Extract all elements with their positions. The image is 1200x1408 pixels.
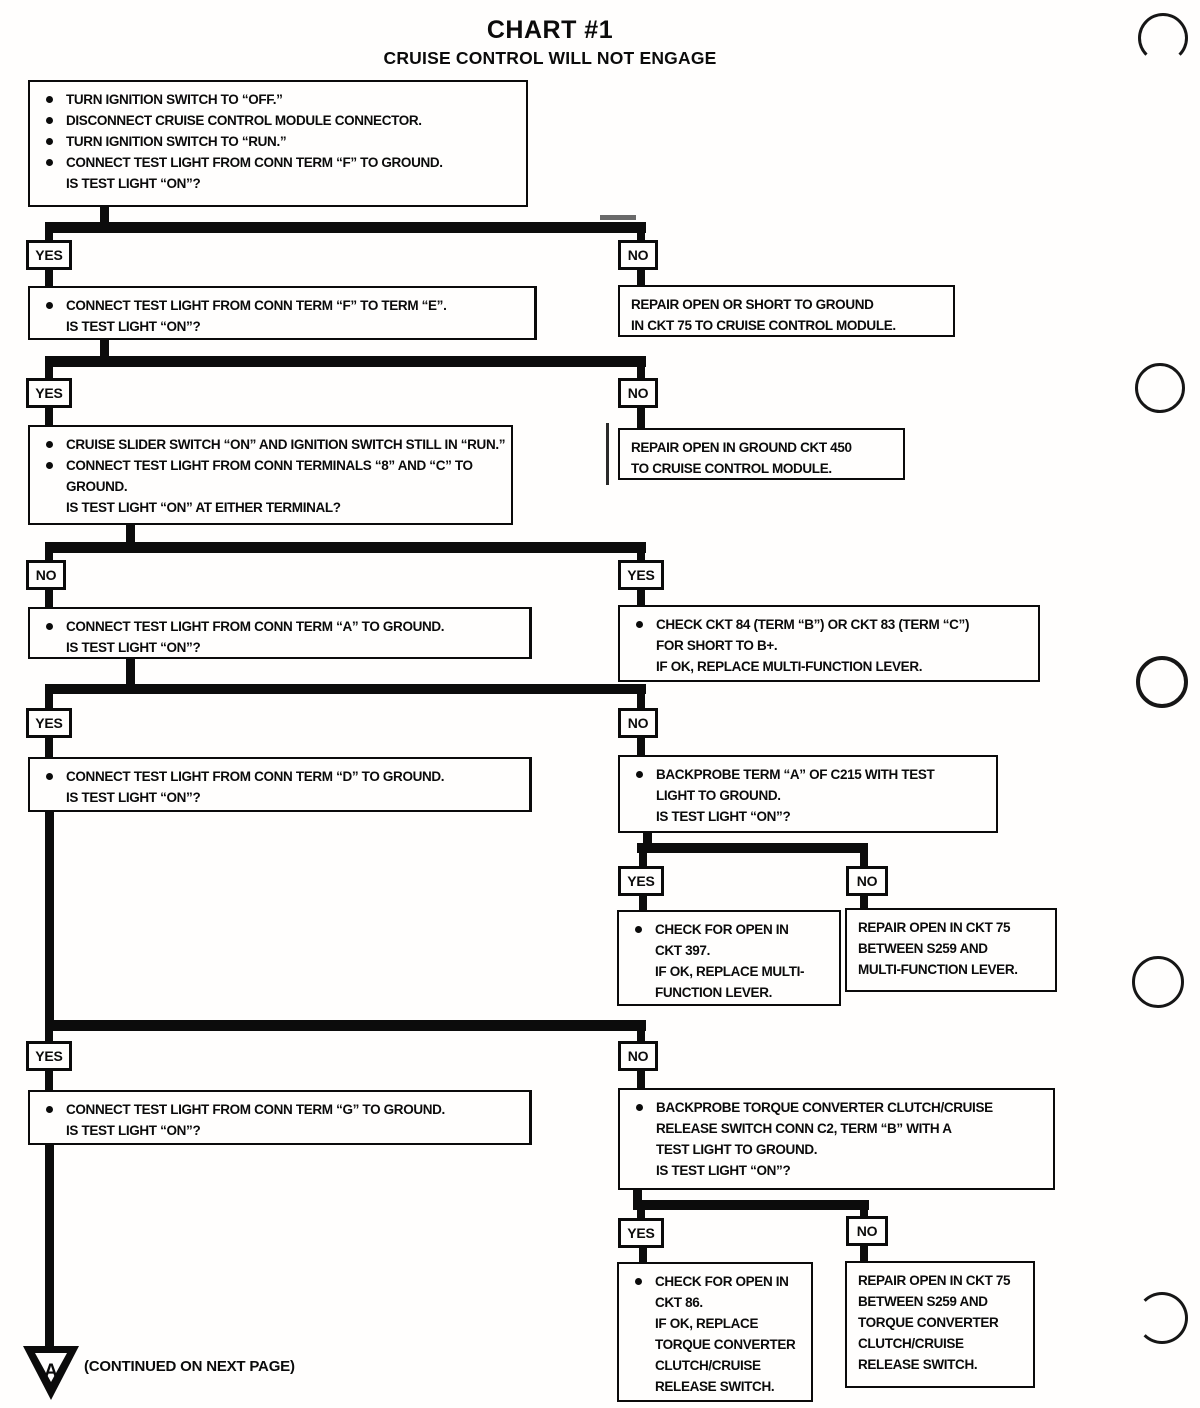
continuation-marker-letter: A [44, 1361, 58, 1382]
box-line-text: RELEASE SWITCH CONN C2, TERM “B” WITH A [656, 1121, 952, 1136]
branch-line-5 [45, 1020, 646, 1031]
box-line [41, 131, 520, 152]
bullet-icon [636, 771, 643, 778]
box-line-text: CHECK FOR OPEN IN [655, 1274, 789, 1289]
box-line-text: TURN IGNITION SWITCH TO “OFF.” [66, 92, 283, 107]
box-line [858, 1333, 1027, 1354]
box-line [41, 173, 520, 194]
box-line-text: BETWEEN S259 AND [858, 1294, 988, 1309]
box-line [41, 616, 523, 637]
box-line-text: CHECK FOR OPEN IN [655, 922, 789, 937]
box-line-text: CKT 86. [655, 1295, 703, 1310]
scan-artifact [606, 423, 609, 485]
box-line [41, 497, 505, 518]
flow-box-repair-ckt75-lever [845, 908, 1057, 992]
continuation-marker-a [22, 1344, 80, 1402]
box-line-text: TORQUE CONVERTER [655, 1337, 796, 1352]
connector [637, 406, 645, 430]
box-line-text: LIGHT TO GROUND. [656, 788, 781, 803]
box-line-text: IS TEST LIGHT “ON”? [66, 176, 201, 191]
title-block [200, 16, 900, 69]
box-line-text: CONNECT TEST LIGHT FROM CONN TERMINALS “8” AND “C” TO [66, 458, 473, 473]
no-label: NO [618, 240, 658, 270]
box-line-text: TURN IGNITION SWITCH TO “RUN.” [66, 134, 287, 149]
box-line-text: MULTI-FUNCTION LEVER. [858, 962, 1018, 977]
box-line-text: TEST LIGHT TO GROUND. [656, 1142, 818, 1157]
box-line-text: IS TEST LIGHT “ON”? [656, 809, 791, 824]
box-line [631, 458, 897, 479]
box-line [41, 110, 520, 131]
branch-line-1 [45, 222, 646, 233]
box-line [630, 1334, 805, 1355]
box-line [630, 919, 833, 940]
box-line-text: TORQUE CONVERTER [858, 1315, 999, 1330]
connector [45, 736, 53, 759]
hole-punch-mark [1138, 13, 1188, 63]
box-line [630, 1376, 805, 1397]
no-label: NO [26, 560, 66, 590]
connector-long-left-2 [45, 1143, 54, 1350]
bullet-icon [635, 926, 642, 933]
box-line-text: REPAIR OPEN IN GROUND CKT 450 [631, 440, 852, 455]
box-line [630, 982, 833, 1003]
box-line-text: CONNECT TEST LIGHT FROM CONN TERM “F” TO TERM “E”. [66, 298, 447, 313]
box-line [631, 614, 1032, 635]
box-line-text: TO CRUISE CONTROL MODULE. [631, 461, 832, 476]
flow-box-repair-ground-ckt450 [618, 428, 905, 480]
bullet-icon [636, 1104, 643, 1111]
flow-box-start [28, 80, 528, 207]
bullet-icon [636, 621, 643, 628]
box-line-text: FOR SHORT TO B+. [656, 638, 778, 653]
flow-box-test-term-d [28, 757, 532, 812]
no-label: NO [846, 866, 888, 896]
connector [45, 1069, 53, 1092]
connector [637, 736, 645, 757]
hole-punch-mark [1136, 656, 1188, 708]
bullet-icon [46, 117, 53, 124]
connector [45, 588, 53, 609]
no-label: NO [618, 708, 658, 738]
box-line [858, 1354, 1027, 1375]
box-line-text: BETWEEN S259 AND [858, 941, 988, 956]
flow-box-check-ckt84-83 [618, 605, 1040, 682]
box-line [631, 806, 990, 827]
box-line [631, 1160, 1047, 1181]
bullet-icon [46, 96, 53, 103]
box-line-text: DISCONNECT CRUISE CONTROL MODULE CONNECTOR. [66, 113, 422, 128]
branch-line-4 [45, 684, 646, 694]
box-line [631, 1097, 1047, 1118]
box-line-text: CONNECT TEST LIGHT FROM CONN TERM “A” TO GROUND. [66, 619, 445, 634]
box-line-text: IF OK, REPLACE [655, 1316, 759, 1331]
box-line-text: IF OK, REPLACE MULTI-FUNCTION LEVER. [656, 659, 923, 674]
box-line-text: IS TEST LIGHT “ON” AT EITHER TERMINAL? [66, 500, 341, 515]
hole-punch-mark [1132, 956, 1184, 1008]
flow-box-check-ckt397 [617, 910, 841, 1006]
box-line [41, 434, 505, 455]
bullet-icon [46, 1106, 53, 1113]
box-line-text: IS TEST LIGHT “ON”? [66, 319, 201, 334]
box-line-text: BACKPROBE TERM “A” OF C215 WITH TEST [656, 767, 935, 782]
box-line-text: REPAIR OPEN IN CKT 75 [858, 920, 1011, 935]
box-line-text: RELEASE SWITCH. [655, 1379, 775, 1394]
page-title: CHART #1 [486, 16, 614, 44]
box-line-text: RELEASE SWITCH. [858, 1357, 978, 1372]
box-line [631, 785, 990, 806]
box-line [41, 152, 520, 173]
box-line [631, 1139, 1047, 1160]
connector [45, 268, 53, 288]
bullet-icon [46, 773, 53, 780]
box-line [630, 1355, 805, 1376]
flow-box-backprobe-tcc [618, 1088, 1055, 1190]
connector [45, 406, 53, 427]
hole-punch-mark [1136, 1292, 1188, 1344]
connector-long-left-1 [45, 808, 54, 1024]
box-line-text: IF OK, REPLACE MULTI- [655, 964, 805, 979]
flow-box-test-f-to-e [28, 286, 537, 340]
box-line [41, 766, 523, 787]
flow-box-backprobe-c215 [618, 755, 998, 833]
box-line [630, 940, 833, 961]
box-line [631, 635, 1032, 656]
box-line [630, 961, 833, 982]
flow-box-slider-test [28, 425, 513, 525]
box-line [631, 656, 1032, 677]
yes-label: YES [26, 708, 72, 738]
yes-label: YES [618, 1218, 664, 1248]
box-line-text: CKT 397. [655, 943, 710, 958]
flow-box-repair-ckt75-module [618, 285, 955, 337]
box-line [858, 1270, 1027, 1291]
box-line-text: CHECK CKT 84 (TERM “B”) OR CKT 83 (TERM “C”) [656, 617, 970, 632]
no-label: NO [846, 1216, 888, 1246]
box-line-text: IS TEST LIGHT “ON”? [66, 640, 201, 655]
bullet-icon [46, 138, 53, 145]
box-line [41, 89, 520, 110]
box-line [41, 455, 505, 476]
box-line [630, 1313, 805, 1334]
box-line-text: FUNCTION LEVER. [655, 985, 773, 1000]
connector [637, 1069, 645, 1090]
box-line-text: CONNECT TEST LIGHT FROM CONN TERM “F” TO GROUND. [66, 155, 443, 170]
box-line [858, 938, 1049, 959]
box-line [41, 787, 523, 808]
box-line-text: CONNECT TEST LIGHT FROM CONN TERM “D” TO GROUND. [66, 769, 445, 784]
box-line [631, 764, 990, 785]
box-line-text: BACKPROBE TORQUE CONVERTER CLUTCH/CRUISE [656, 1100, 993, 1115]
no-label: NO [618, 1041, 658, 1071]
bullet-icon [46, 302, 53, 309]
box-line-text: REPAIR OPEN IN CKT 75 [858, 1273, 1011, 1288]
box-line-text: CONNECT TEST LIGHT FROM CONN TERM “G” TO GROUND. [66, 1102, 445, 1117]
flow-box-test-term-a [28, 607, 532, 659]
box-line [631, 294, 947, 315]
box-line [858, 1312, 1027, 1333]
box-line [630, 1292, 805, 1313]
flow-box-check-ckt86 [617, 1262, 813, 1402]
branch-line-3 [45, 542, 646, 553]
box-line [41, 1099, 523, 1120]
box-line-text: IS TEST LIGHT “ON”? [656, 1163, 791, 1178]
scan-artifact [600, 215, 636, 220]
branch-line-2 [45, 356, 646, 367]
page-subtitle: CRUISE CONTROL WILL NOT ENGAGE [383, 48, 717, 68]
box-line-text: CLUTCH/CRUISE [655, 1358, 761, 1373]
sub-branch-line-2 [633, 1200, 869, 1210]
flow-box-test-term-g [28, 1090, 532, 1145]
box-line [631, 1118, 1047, 1139]
hole-punch-mark [1135, 363, 1185, 413]
yes-label: YES [26, 240, 72, 270]
box-line [41, 637, 523, 658]
box-line-text: IN CKT 75 TO CRUISE CONTROL MODULE. [631, 318, 896, 333]
box-line [41, 295, 528, 316]
box-line [41, 1120, 523, 1141]
bullet-icon [635, 1278, 642, 1285]
box-line [858, 959, 1049, 980]
bullet-icon [46, 623, 53, 630]
box-line [41, 316, 528, 337]
box-line-text: REPAIR OPEN OR SHORT TO GROUND [631, 297, 874, 312]
yes-label: YES [618, 560, 664, 590]
yes-label: YES [26, 378, 72, 408]
box-line-text: IS TEST LIGHT “ON”? [66, 790, 201, 805]
bullet-icon [46, 159, 53, 166]
box-line-text: IS TEST LIGHT “ON”? [66, 1123, 201, 1138]
triangle-a-icon [22, 1344, 80, 1402]
box-line [858, 1291, 1027, 1312]
yes-label: YES [26, 1041, 72, 1071]
box-line-text: GROUND. [66, 479, 128, 494]
box-line [41, 476, 505, 497]
flow-box-repair-ckt75-tcc [845, 1261, 1035, 1388]
bullet-icon [46, 441, 53, 448]
box-line [858, 917, 1049, 938]
no-label: NO [618, 378, 658, 408]
sub-branch-line-1 [637, 843, 868, 853]
box-line-text: CRUISE SLIDER SWITCH “ON” AND IGNITION SWITCH STILL IN “RUN.” [66, 437, 506, 452]
continuation-note: (CONTINUED ON NEXT PAGE) [84, 1358, 295, 1375]
box-line [631, 315, 947, 336]
box-line [631, 437, 897, 458]
box-line-text: CLUTCH/CRUISE [858, 1336, 964, 1351]
bullet-icon [46, 462, 53, 469]
yes-label: YES [618, 866, 664, 896]
box-line [630, 1271, 805, 1292]
